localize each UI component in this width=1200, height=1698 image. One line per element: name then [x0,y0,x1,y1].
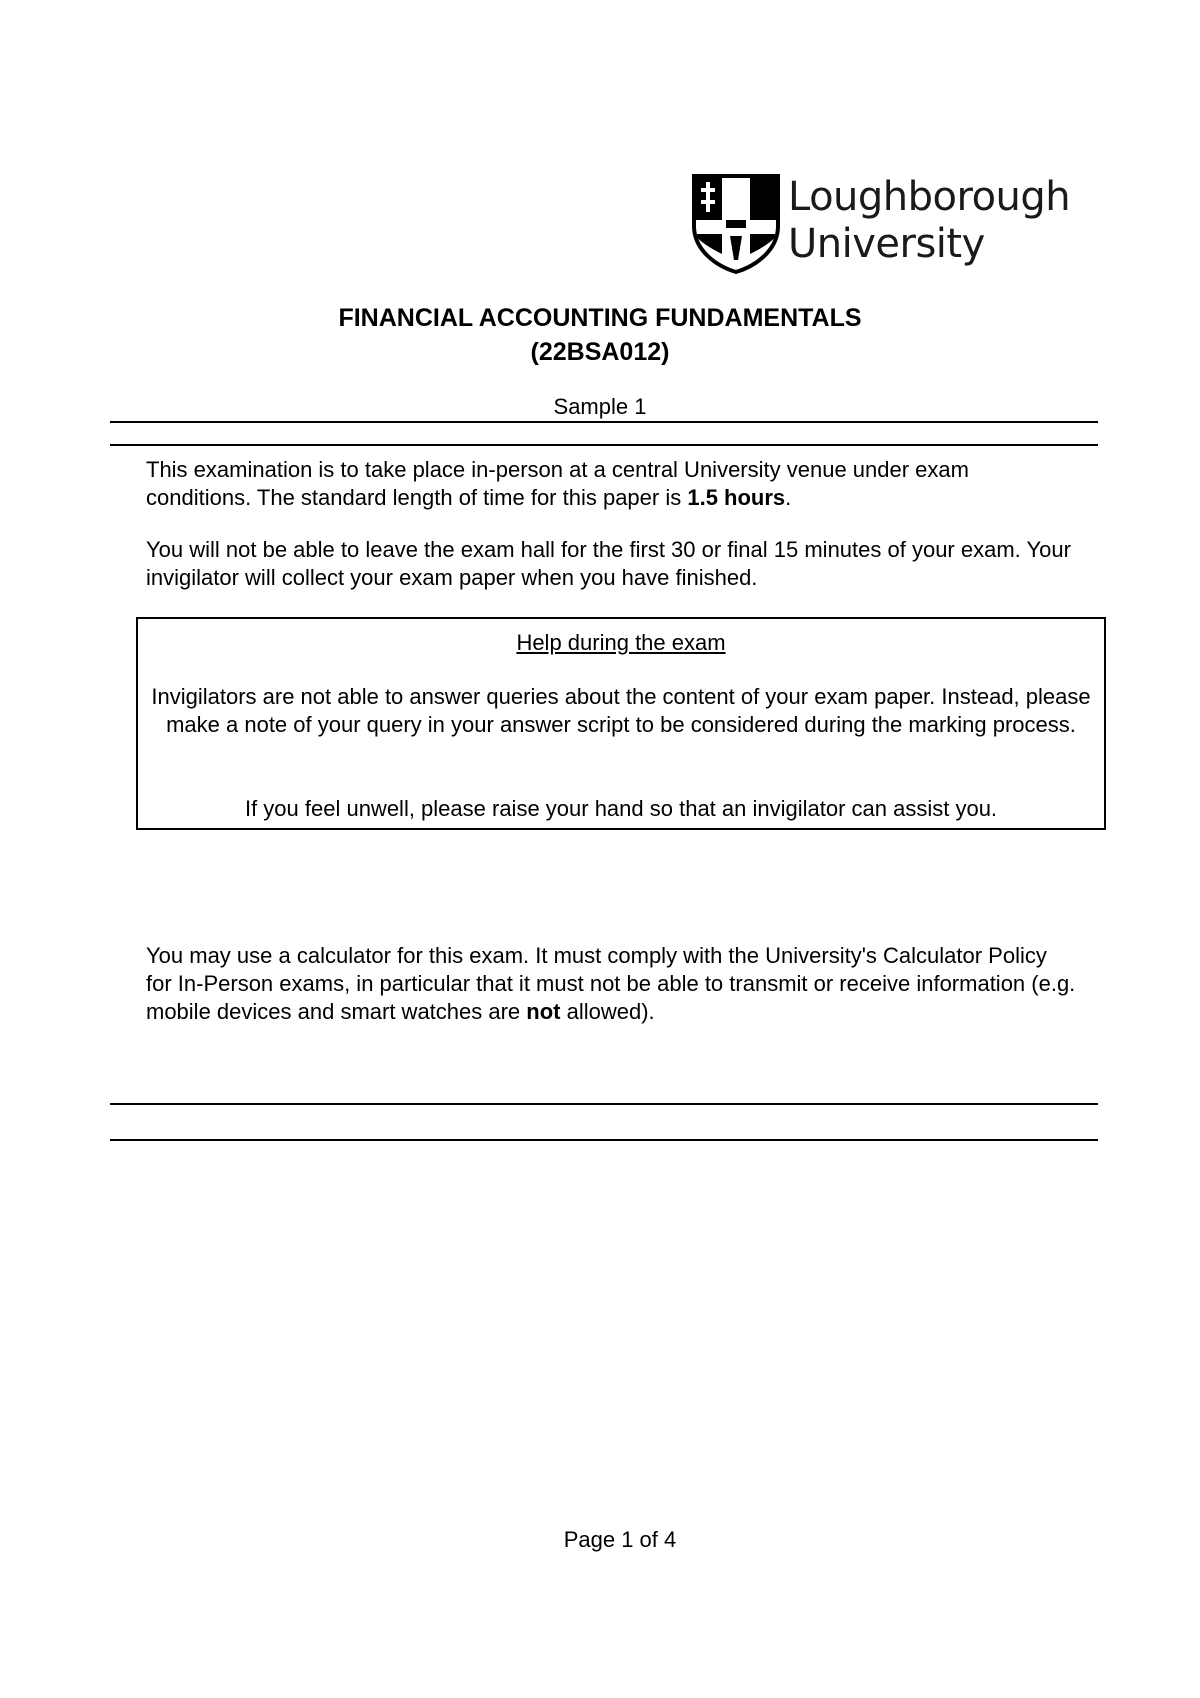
university-logo [692,174,1072,274]
intro-text: This examination is to take place in-person at a central University venue under exam conditions. The standard length of time for this paper is [146,457,969,510]
help-body: Invigilators are not able to answer queries about the content of your exam paper. Instead, please make a note of your query in your answer script to be considered during the marking process. [151,684,1091,737]
duration: 1.5 hours [687,485,786,510]
logo-line1: Loughborough [788,174,1071,220]
help-box [136,617,1106,830]
divider-top-1 [110,421,1098,423]
university-crest-icon [692,174,780,274]
help-title: Help during the exam [516,630,726,655]
module-code: (22BSA012) [530,338,670,366]
calculator-text: You may use a calculator for this exam. It must comply with the University's Calculator Policy for In-Person exams, in particular that it must not be able to transmit or receive information (e.g. mobile devices and smart watches are [146,943,1076,1024]
calculator-end: allowed). [560,999,655,1024]
calculator-paragraph [146,942,1076,1026]
divider-bottom-2 [110,1139,1098,1141]
exam-title: FINANCIAL ACCOUNTING FUNDAMENTALS [338,304,862,332]
page-number: Page 1 of 4 [563,1527,677,1552]
sample-label: Sample 1 [553,394,647,419]
intro-end: . [785,485,792,510]
help-footer: If you feel unwell, please raise your hand so that an invigilator can assist you. [244,796,998,821]
calculator-bold: not [526,999,561,1024]
divider-bottom-1 [110,1103,1098,1105]
logo-line2: University [788,221,985,267]
divider-top-2 [110,444,1098,446]
intro-paragraph-1 [146,456,1076,512]
intro-paragraph-2: You will not be able to leave the exam hall for the first 30 or final 15 minutes of your exam. Your invigilator will collect your exam paper when you have finished. [146,537,1071,590]
